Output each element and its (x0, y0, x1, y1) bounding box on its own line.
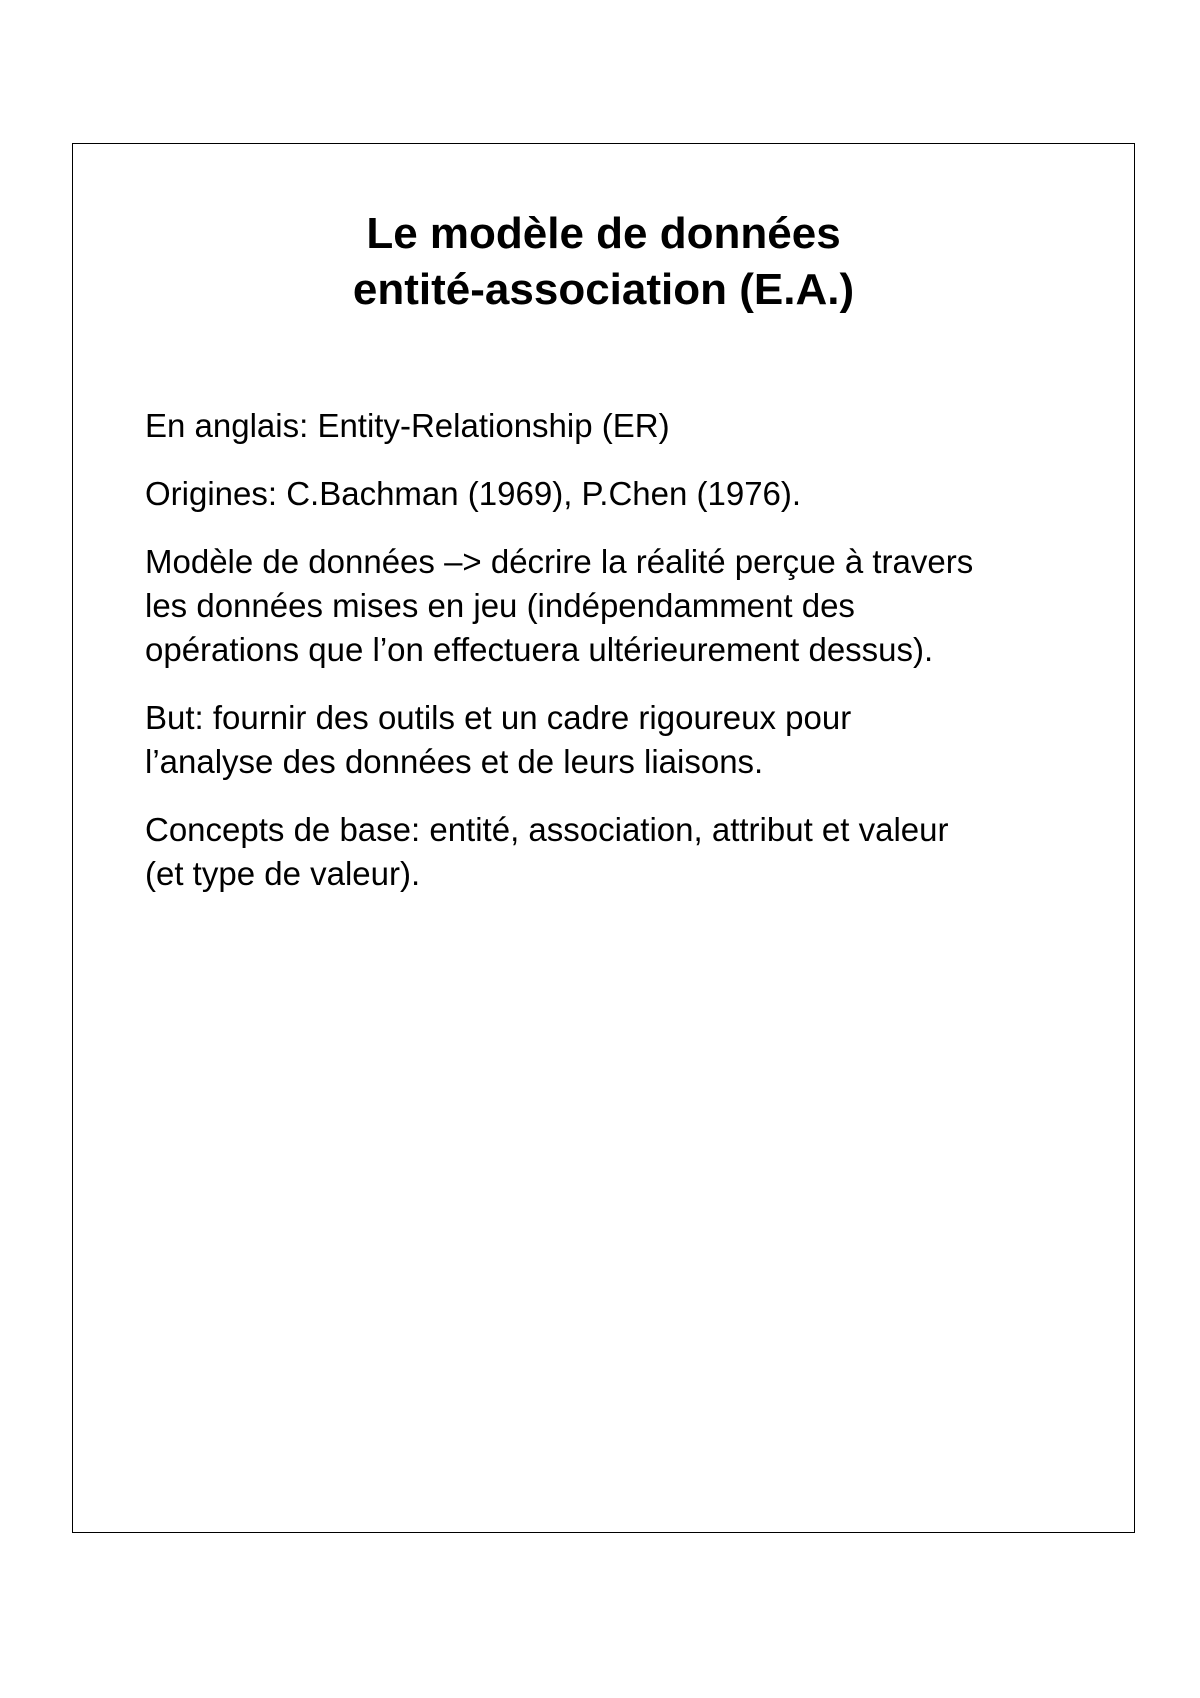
paragraph-origins (145, 472, 1065, 516)
paragraph-line: En anglais: Entity-Relationship (ER) (145, 407, 670, 444)
paragraph-english-name (145, 404, 1065, 448)
paragraph-line: l’analyse des données et de leurs liaisons. (145, 743, 764, 780)
paragraph-goal (145, 696, 1065, 784)
paragraph-line: Concepts de base: entité, association, attribut et valeur (145, 811, 949, 848)
paragraph-line: les données mises en jeu (indépendamment des (145, 587, 855, 624)
paragraph-line: (et type de valeur). (145, 855, 421, 892)
paragraph-line: But: fournir des outils et un cadre rigoureux pour (145, 699, 852, 736)
slide-title (73, 206, 1134, 318)
paragraph-data-model (145, 540, 1065, 672)
paragraph-line: Modèle de données –> décrire la réalité perçue à travers (145, 543, 974, 580)
paragraph-line: Origines: C.Bachman (1969), P.Chen (1976). (145, 475, 802, 512)
slide-title-line-2: entité-association (E.A.) (352, 265, 855, 314)
paragraph-base-concepts (145, 808, 1065, 896)
slide-title-line-1: Le modèle de données (366, 209, 841, 258)
slide-frame (72, 143, 1135, 1533)
slide-body (145, 404, 1065, 920)
paragraph-line: opérations que l’on effectuera ultérieurement dessus). (145, 631, 934, 668)
